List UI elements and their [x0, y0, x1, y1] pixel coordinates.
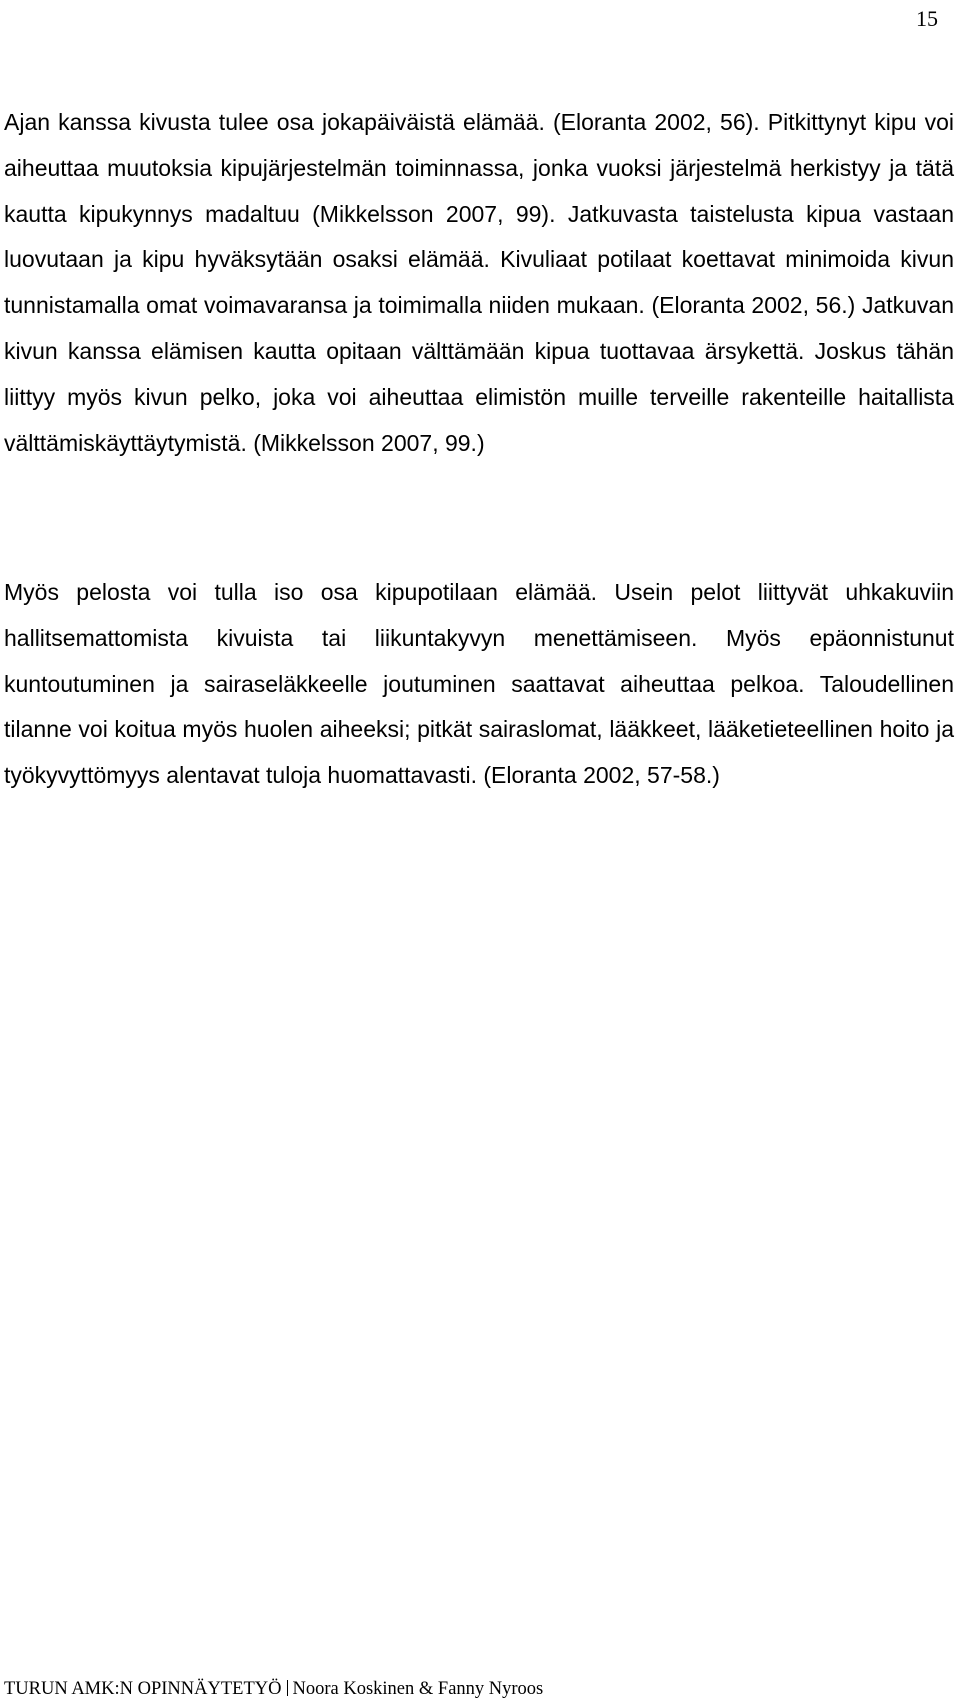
paragraph-2: Myös pelosta voi tulla iso osa kipupotilaan elämää. Usein pelot liittyvät uhkakuviin hallitsemattomista kivuista tai liikuntakyvyn menettämiseen. Myös epäonnistunut kuntoutuminen ja sairaseläkkeelle joutuminen saattavat aiheuttaa pelkoa. Taloudellinen tilanne voi koitua myös huolen aiheeksi; pitkät sairaslomat, lääkkeet, lääketieteellinen hoito ja työkyvyttömyys alentavat tuloja huomattavasti. (Eloranta 2002, 57-58.) — [4, 579, 954, 789]
page-number: 15 — [916, 6, 938, 31]
paragraph-1: Ajan kanssa kivusta tulee osa jokapäiväistä elämää. (Eloranta 2002, 56). Pitkittynyt kipu voi aiheuttaa muutoksia kipujärjestelmän toiminnassa, jonka vuoksi järjestelmä herkistyy ja tätä kautta kipukynnys madaltuu (Mikkelsson 2007, 99). Jatkuvasta taistelusta kipua vastaan luovutaan ja kipu hyväksytään osaksi elämää. Kivuliaat potilaat koettavat minimoida kivun tunnistamalla omat voimavaransa ja toimimalla niiden mukaan. (Eloranta 2002, 56.) Jatkuvan kivun kanssa elämisen kautta opitaan välttämään kipua tuottavaa ärsykettä. Joskus tähän liittyy myös kivun pelko, joka voi aiheuttaa elimistön muille terveille rakenteille haitallista välttämiskäyttäytymistä. (Mikkelsson 2007, 99.) — [4, 109, 954, 456]
footer-institution: TURUN AMK:N OPINNÄYTETYÖ — [4, 1679, 282, 1699]
page-footer — [4, 1679, 543, 1700]
footer-separator — [287, 1680, 288, 1696]
footer-authors: Noora Koskinen & Fanny Nyroos — [292, 1679, 544, 1699]
